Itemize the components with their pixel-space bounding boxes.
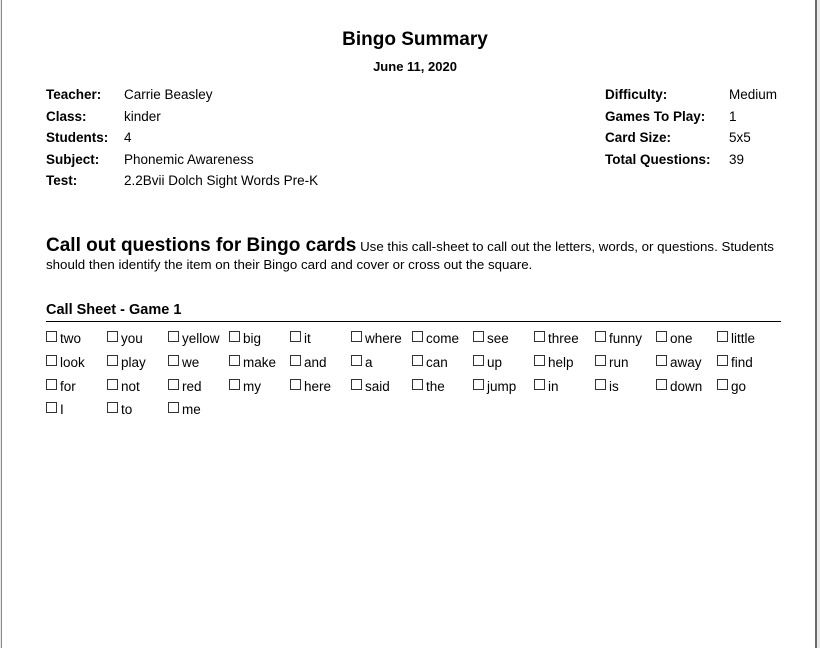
call-sheet-word: the <box>426 378 445 394</box>
checkbox[interactable] <box>656 331 667 342</box>
call-sheet-item <box>290 327 351 351</box>
checkbox[interactable] <box>534 379 545 390</box>
call-sheet-item <box>351 351 412 375</box>
checkbox[interactable] <box>412 379 423 390</box>
call-sheet-word: jump <box>487 378 517 394</box>
call-sheet-item <box>412 374 473 398</box>
call-sheet-item <box>656 327 717 351</box>
checkbox[interactable] <box>534 331 545 342</box>
checkbox[interactable] <box>717 331 728 342</box>
call-sheet-item <box>656 351 717 375</box>
checkbox[interactable] <box>229 331 240 342</box>
call-sheet-item <box>168 398 229 422</box>
checkbox[interactable] <box>46 355 57 366</box>
call-sheet-item <box>534 351 595 375</box>
checkbox[interactable] <box>351 331 362 342</box>
checkbox[interactable] <box>107 402 118 413</box>
checkbox[interactable] <box>46 402 57 413</box>
call-sheet-word: two <box>60 331 82 347</box>
checkbox[interactable] <box>534 355 545 366</box>
checkbox[interactable] <box>412 331 423 342</box>
call-sheet-word: my <box>243 378 261 394</box>
call-sheet-word: up <box>487 355 503 371</box>
call-sheet-word: funny <box>609 331 643 347</box>
checkbox[interactable] <box>229 379 240 390</box>
checkbox[interactable] <box>351 355 362 366</box>
instructions-heading: Call out questions for Bingo cards <box>46 235 357 256</box>
call-sheet-item <box>46 374 107 398</box>
checkbox[interactable] <box>595 379 606 390</box>
call-sheet-item <box>717 374 778 398</box>
call-sheet-word: where <box>365 331 402 347</box>
call-sheet-item <box>168 374 229 398</box>
checkbox[interactable] <box>473 331 484 342</box>
call-sheet-item <box>473 374 534 398</box>
call-sheet-item <box>107 374 168 398</box>
call-sheet-item <box>168 327 229 351</box>
checkbox[interactable] <box>46 331 57 342</box>
call-sheet-item <box>107 351 168 375</box>
call-sheet-word: is <box>609 378 619 394</box>
detail-row-teacher <box>46 84 318 106</box>
checkbox[interactable] <box>656 379 667 390</box>
call-sheet-item <box>168 351 229 375</box>
details-left <box>46 84 318 192</box>
detail-value: Phonemic Awareness <box>124 151 254 167</box>
instructions <box>46 237 782 274</box>
checkbox[interactable] <box>168 379 179 390</box>
call-sheet-word: down <box>670 378 703 394</box>
checkbox[interactable] <box>46 379 57 390</box>
call-sheet-item <box>229 374 290 398</box>
call-sheet-word: we <box>182 355 200 371</box>
checkbox[interactable] <box>717 355 728 366</box>
call-sheet-word: not <box>121 378 140 394</box>
call-sheet-item <box>46 351 107 375</box>
detail-row-class <box>46 106 318 128</box>
page-title: Bingo Summary <box>342 29 488 50</box>
detail-label: Students: <box>46 130 109 146</box>
detail-label: Games To Play: <box>605 108 706 124</box>
call-sheet-word: three <box>548 331 579 347</box>
call-sheet-item <box>534 327 595 351</box>
call-sheet-word: see <box>487 331 509 347</box>
detail-label: Card Size: <box>605 130 672 146</box>
call-sheet-word: big <box>243 331 262 347</box>
detail-row-students <box>46 127 318 149</box>
call-sheet-item <box>229 351 290 375</box>
checkbox[interactable] <box>351 379 362 390</box>
checkbox[interactable] <box>290 355 301 366</box>
checkbox[interactable] <box>595 331 606 342</box>
detail-value: 2.2Bvii Dolch Sight Words Pre-K <box>124 173 319 189</box>
checkbox[interactable] <box>168 331 179 342</box>
detail-value: 39 <box>729 151 745 167</box>
checkbox[interactable] <box>717 379 728 390</box>
instructions-text: Use this call-sheet to call out the letters, words, or questions. Students should then identify the item on their Bingo card and cover or cross out the square. <box>46 239 774 272</box>
call-sheet-item <box>46 398 107 422</box>
call-sheet-word: here <box>304 378 332 394</box>
call-sheet-item <box>717 327 778 351</box>
checkbox[interactable] <box>168 355 179 366</box>
checkbox[interactable] <box>107 379 118 390</box>
call-sheet-word: run <box>609 355 629 371</box>
detail-label: Test: <box>46 173 78 189</box>
call-sheet-item <box>229 327 290 351</box>
checkbox[interactable] <box>595 355 606 366</box>
checkbox[interactable] <box>168 402 179 413</box>
call-sheet-item <box>107 398 168 422</box>
detail-label: Difficulty: <box>605 87 668 103</box>
checkbox[interactable] <box>290 379 301 390</box>
detail-value: kinder <box>124 108 161 124</box>
checkbox[interactable] <box>229 355 240 366</box>
detail-row-test <box>46 170 318 192</box>
call-sheet-item <box>351 374 412 398</box>
checkbox[interactable] <box>107 331 118 342</box>
call-sheet-item <box>595 327 656 351</box>
detail-value: Medium <box>729 87 778 103</box>
checkbox[interactable] <box>107 355 118 366</box>
detail-value: Carrie Beasley <box>124 87 213 103</box>
call-sheet-word: can <box>426 355 448 371</box>
call-sheet-word: play <box>121 355 146 371</box>
call-sheet-word: it <box>304 331 311 347</box>
call-sheet-word: help <box>548 355 574 371</box>
detail-row-difficulty <box>605 84 777 106</box>
call-sheet-item <box>107 327 168 351</box>
call-sheet-word: to <box>121 402 133 418</box>
call-sheet-word: little <box>731 331 756 347</box>
call-sheet-word: you <box>121 331 143 347</box>
call-sheet-grid <box>46 327 778 422</box>
call-sheet-item <box>473 351 534 375</box>
call-sheet-word: in <box>548 378 559 394</box>
detail-label: Total Questions: <box>605 151 711 167</box>
call-sheet-word: red <box>182 378 202 394</box>
call-sheet-word: make <box>243 355 277 371</box>
call-sheet-word: one <box>670 331 693 347</box>
call-sheet-item <box>290 374 351 398</box>
call-sheet-word: I <box>60 402 64 418</box>
call-sheet-item <box>46 327 107 351</box>
call-sheet-title: Call Sheet - Game 1 <box>46 302 182 318</box>
checkbox[interactable] <box>473 355 484 366</box>
call-sheet-word: away <box>670 355 702 371</box>
detail-label: Class: <box>46 108 87 124</box>
call-sheet-item <box>717 351 778 375</box>
call-sheet-word: a <box>365 355 373 371</box>
call-sheet-item <box>534 374 595 398</box>
checkbox[interactable] <box>290 331 301 342</box>
call-sheet-word: me <box>182 402 201 418</box>
call-sheet-item <box>595 351 656 375</box>
call-sheet-word: and <box>304 355 327 371</box>
detail-row-subject <box>46 149 318 171</box>
call-sheet-item <box>412 351 473 375</box>
call-sheet-word: for <box>60 378 76 394</box>
call-sheet-word: go <box>731 378 747 394</box>
detail-row-games <box>605 106 777 128</box>
call-sheet-word: look <box>60 355 85 371</box>
call-sheet-item <box>351 327 412 351</box>
call-sheet-item <box>595 374 656 398</box>
call-sheet-word: said <box>365 378 390 394</box>
detail-row-card-size <box>605 127 777 149</box>
detail-label: Teacher: <box>46 87 102 103</box>
detail-value: 5x5 <box>729 130 751 146</box>
call-sheet-item <box>412 327 473 351</box>
checkbox[interactable] <box>412 355 423 366</box>
detail-row-total-questions <box>605 149 777 171</box>
details-right <box>605 84 777 170</box>
checkbox[interactable] <box>473 379 484 390</box>
detail-label: Subject: <box>46 151 100 167</box>
call-sheet-item <box>473 327 534 351</box>
call-sheet-item <box>656 374 717 398</box>
call-sheet-word: yellow <box>182 331 220 347</box>
detail-value: 4 <box>124 130 132 146</box>
call-sheet-word: find <box>731 355 753 371</box>
page-date: June 11, 2020 <box>373 59 457 74</box>
divider <box>46 321 781 322</box>
call-sheet-item <box>290 351 351 375</box>
document-page <box>1 0 817 648</box>
call-sheet-word: come <box>426 331 460 347</box>
checkbox[interactable] <box>656 355 667 366</box>
detail-value: 1 <box>729 108 737 124</box>
